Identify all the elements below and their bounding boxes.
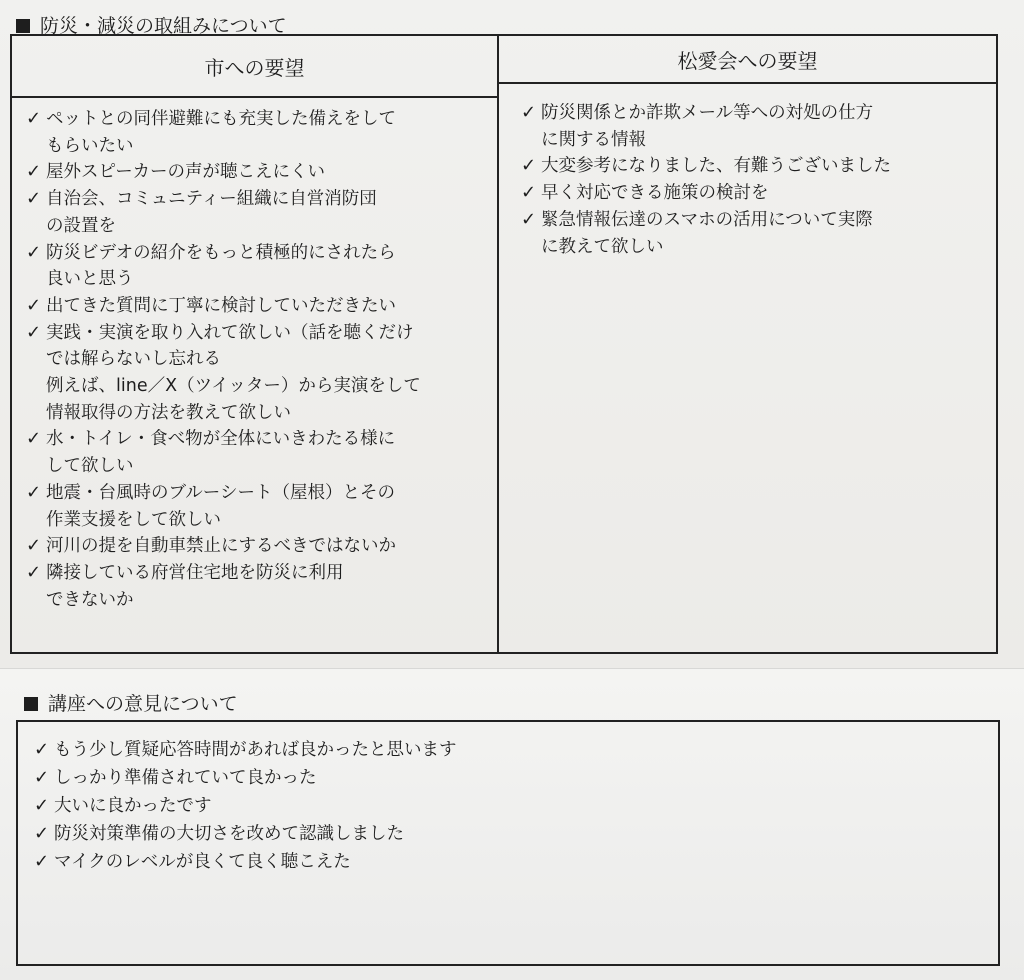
- list-item-text: 実践・実演を取り入れて欲しい（話を聴くだけ では解らないし忘れる 例えば、line／X（ツイッター）から実演をして 情報取得の方法を教えて欲しい: [46, 322, 421, 423]
- list-item: [26, 560, 486, 613]
- list-item: [26, 293, 486, 320]
- lecture-comments-box: [16, 720, 1000, 966]
- check-mark-icon: ✓: [521, 102, 537, 123]
- square-bullet-icon: [16, 19, 30, 33]
- list-item-text: 防災対策準備の大切さを改めて認識しました: [54, 824, 404, 844]
- check-mark-icon: ✓: [26, 188, 42, 210]
- section-title-lecture: [24, 692, 238, 716]
- list-item-text: 大いに良かったです: [54, 796, 212, 816]
- list-item: [521, 180, 981, 207]
- association-requests-header: 松愛会への要望: [499, 36, 996, 84]
- list-item: [26, 186, 486, 239]
- check-mark-icon: ✓: [34, 823, 50, 844]
- check-mark-icon: ✓: [521, 182, 537, 204]
- check-mark-icon: ✓: [521, 155, 537, 177]
- check-mark-icon: ✓: [34, 795, 50, 816]
- check-mark-icon: ✓: [26, 535, 42, 557]
- association-requests-column: [499, 36, 996, 652]
- list-item: [26, 533, 486, 560]
- list-item: [34, 820, 934, 848]
- list-item-text: 隣接している府営住宅地を防災に利用 できないか: [46, 562, 344, 610]
- list-item-text: 屋外スピーカーの声が聴こえにくい: [46, 162, 325, 183]
- list-item-text: マイクのレベルが良くて良く聴こえた: [54, 852, 351, 872]
- list-item: [34, 792, 934, 820]
- list-item-text: 出てきた質問に丁寧に検討していただきたい: [46, 295, 396, 316]
- list-item-text: 防災ビデオの紹介をもっと積極的にされたら 良いと思う: [46, 242, 396, 290]
- list-item: [521, 153, 981, 180]
- list-item-text: ペットとの同伴避難にも充実した備えをして もらいたい: [46, 109, 396, 156]
- requests-table: [10, 34, 998, 654]
- lecture-comments-list: [34, 736, 934, 876]
- check-mark-icon: ✓: [26, 161, 42, 183]
- check-mark-icon: ✓: [34, 851, 50, 872]
- check-mark-icon: ✓: [26, 294, 42, 316]
- list-item: [34, 764, 934, 792]
- list-item-text: 河川の提を自動車禁止にするべきではないか: [46, 536, 396, 557]
- list-item-text: 早く対応できる施策の検討を: [541, 183, 769, 204]
- list-item: [26, 480, 486, 533]
- check-mark-icon: ✓: [26, 561, 42, 583]
- list-item: [26, 106, 486, 159]
- list-item: [34, 736, 934, 764]
- list-item-text: 大変参考になりました、有難うございました: [541, 156, 891, 177]
- check-mark-icon: ✓: [26, 321, 42, 343]
- list-item: [26, 240, 486, 293]
- check-mark-icon: ✓: [34, 767, 50, 788]
- list-item: [34, 848, 934, 876]
- check-mark-icon: ✓: [26, 108, 42, 129]
- city-requests-list: [26, 106, 486, 613]
- association-requests-list: [521, 100, 981, 260]
- list-item-text: 防災関係とか詐欺メール等への対処の仕方 に関する情報: [541, 103, 874, 150]
- list-item: [521, 207, 981, 260]
- check-mark-icon: ✓: [521, 208, 537, 230]
- list-item-text: 水・トイレ・食べ物が全体にいきわたる様に して欲しい: [46, 429, 396, 477]
- list-item: [26, 159, 486, 186]
- section-title-text: 防災・減災の取組みについて: [40, 15, 287, 37]
- check-mark-icon: ✓: [26, 428, 42, 450]
- check-mark-icon: ✓: [34, 739, 50, 760]
- city-requests-header: 市への要望: [12, 36, 497, 98]
- list-item: [26, 320, 486, 427]
- check-mark-icon: ✓: [26, 241, 42, 263]
- list-item-text: もう少し質疑応答時間があれば良かったと思います: [54, 740, 457, 760]
- square-bullet-icon: [24, 697, 38, 711]
- list-item: [521, 100, 981, 153]
- check-mark-icon: ✓: [26, 481, 42, 503]
- city-requests-column: [12, 36, 499, 652]
- list-item-text: 緊急情報伝達のスマホの活用について実際 に教えて欲しい: [541, 209, 873, 257]
- list-item-text: 自治会、コミュニティー組織に自営消防団 の設置を: [46, 189, 377, 236]
- list-item-text: 地震・台風時のブルーシート（屋根）とその 作業支援をして欲しい: [46, 482, 395, 530]
- list-item-text: しっかり準備されていて良かった: [54, 768, 317, 788]
- list-item: [26, 426, 486, 479]
- section-title-text: 講座への意見について: [48, 693, 238, 715]
